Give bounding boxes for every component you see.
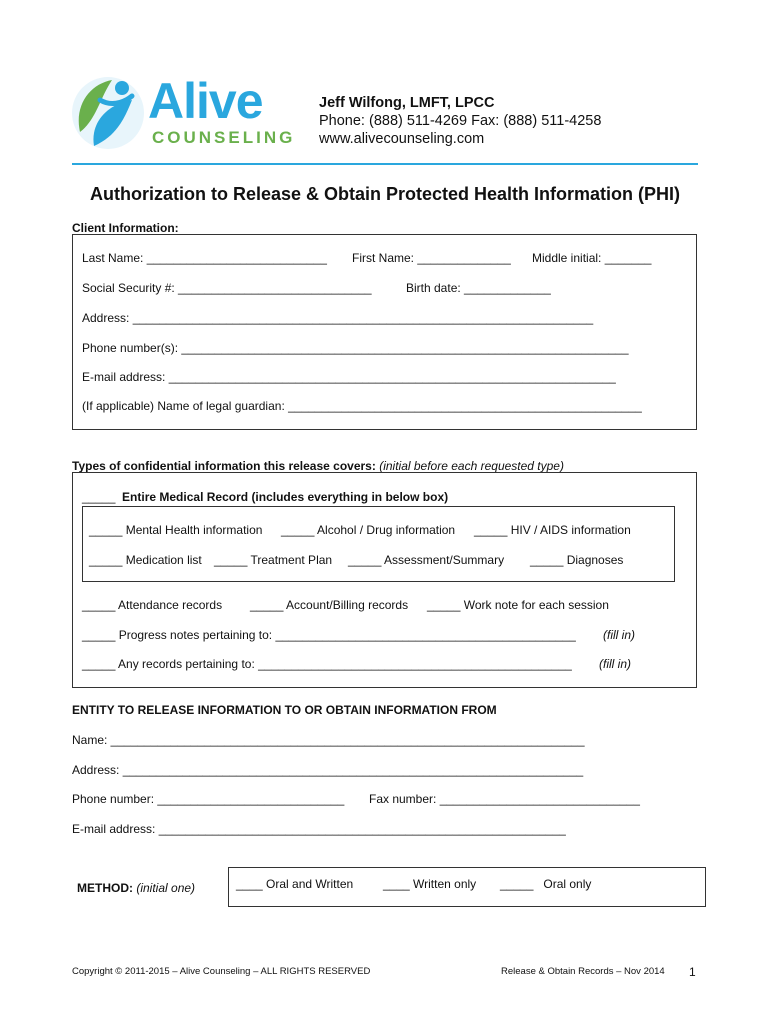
inner-types-box xyxy=(82,506,675,582)
entity-email-field[interactable]: E-mail address: _____________________________________________________________ xyxy=(72,822,566,836)
fill-in-hint xyxy=(603,628,635,642)
form-id: Release & Obtain Records – Nov 2014 xyxy=(501,966,665,977)
logo-subtitle: COUNSELING xyxy=(152,128,296,147)
work-note-option[interactable]: _____ Work note for each session xyxy=(427,598,609,612)
entire-record-note: (includes everything in below box) xyxy=(251,490,449,504)
entire-record-option[interactable] xyxy=(82,490,448,504)
medication-list-option[interactable]: _____ Medication list xyxy=(89,553,202,567)
types-note: (initial before each requested type) xyxy=(379,459,564,473)
types-section-label xyxy=(72,459,564,473)
header-divider xyxy=(72,163,698,165)
treatment-plan-option[interactable]: _____ Treatment Plan xyxy=(214,553,333,567)
method-title: METHOD: xyxy=(77,881,133,895)
assessment-option[interactable]: _____ Assessment/Summary xyxy=(348,553,505,567)
method-label xyxy=(77,881,195,895)
mental-health-option[interactable]: _____ Mental Health information xyxy=(89,523,263,537)
address-field[interactable]: Address: _____________________________________________________________________ xyxy=(82,311,594,325)
guardian-field[interactable]: (If applicable) Name of legal guardian: _____________________________________________________ xyxy=(82,399,642,413)
fill-in-hint-2 xyxy=(599,657,631,671)
ssn-field[interactable]: Social Security #: _____________________________ xyxy=(82,281,372,295)
practitioner-name: Jeff Wilfong, LMFT, LPCC xyxy=(319,95,495,111)
hiv-aids-option[interactable]: _____ HIV / AIDS information xyxy=(474,523,631,537)
client-section-label: Client Information: xyxy=(72,221,179,235)
entire-record-label: Entire Medical Record xyxy=(122,490,249,504)
logo-figure-icon xyxy=(70,70,150,155)
entity-fax-field[interactable]: Fax number: ______________________________ xyxy=(369,792,640,806)
phone-fax: Phone: (888) 511-4269 Fax: (888) 511-4258 xyxy=(319,113,602,129)
fill-in-text-2: (fill in) xyxy=(599,657,631,671)
page-number: 1 xyxy=(689,965,696,979)
middle-initial-field[interactable]: Middle initial: _______ xyxy=(532,251,652,265)
phone-field[interactable]: Phone number(s): ___________________________________________________________________ xyxy=(82,341,629,355)
website: www.alivecounseling.com xyxy=(319,131,485,147)
entity-phone-field[interactable]: Phone number: ____________________________ xyxy=(72,792,345,806)
billing-option[interactable]: _____ Account/Billing records xyxy=(250,598,409,612)
any-records-option[interactable]: _____ Any records pertaining to: _______________________________________________ xyxy=(82,657,572,671)
page-title: Authorization to Release & Obtain Protected Health Information (PHI) xyxy=(89,184,681,204)
copyright: Copyright © 2011-2015 – Alive Counseling – ALL RIGHTS RESERVED xyxy=(72,966,371,977)
progress-notes-option[interactable]: _____ Progress notes pertaining to: _____________________________________________ xyxy=(82,628,576,642)
first-name-field[interactable]: First Name: ______________ xyxy=(352,251,511,265)
types-label: Types of confidential information this release covers: xyxy=(72,459,376,473)
last-name-field[interactable]: Last Name: ___________________________ xyxy=(82,251,327,265)
method-oral-only[interactable]: _____ Oral only xyxy=(500,877,592,891)
entire-record-blank: _____ xyxy=(82,490,116,504)
attendance-option[interactable]: _____ Attendance records xyxy=(82,598,223,612)
birth-date-field[interactable]: Birth date: _____________ xyxy=(406,281,551,295)
entity-address-field[interactable]: Address: _____________________________________________________________________ xyxy=(72,763,584,777)
entity-section-label: ENTITY TO RELEASE INFORMATION TO OR OBTAIN INFORMATION FROM xyxy=(72,703,497,717)
logo-wordmark: Alive xyxy=(148,73,263,129)
email-field[interactable]: E-mail address: ___________________________________________________________________ xyxy=(82,370,616,384)
alcohol-drug-option[interactable]: _____ Alcohol / Drug information xyxy=(281,523,456,537)
method-written-only[interactable]: ____ Written only xyxy=(383,877,477,891)
diagnoses-option[interactable]: _____ Diagnoses xyxy=(530,553,624,567)
method-oral-written[interactable]: ____ Oral and Written xyxy=(236,877,354,891)
fill-in-text: (fill in) xyxy=(603,628,635,642)
entity-name-field[interactable]: Name: _______________________________________________________________________ xyxy=(72,733,585,747)
method-note: (initial one) xyxy=(136,881,196,895)
